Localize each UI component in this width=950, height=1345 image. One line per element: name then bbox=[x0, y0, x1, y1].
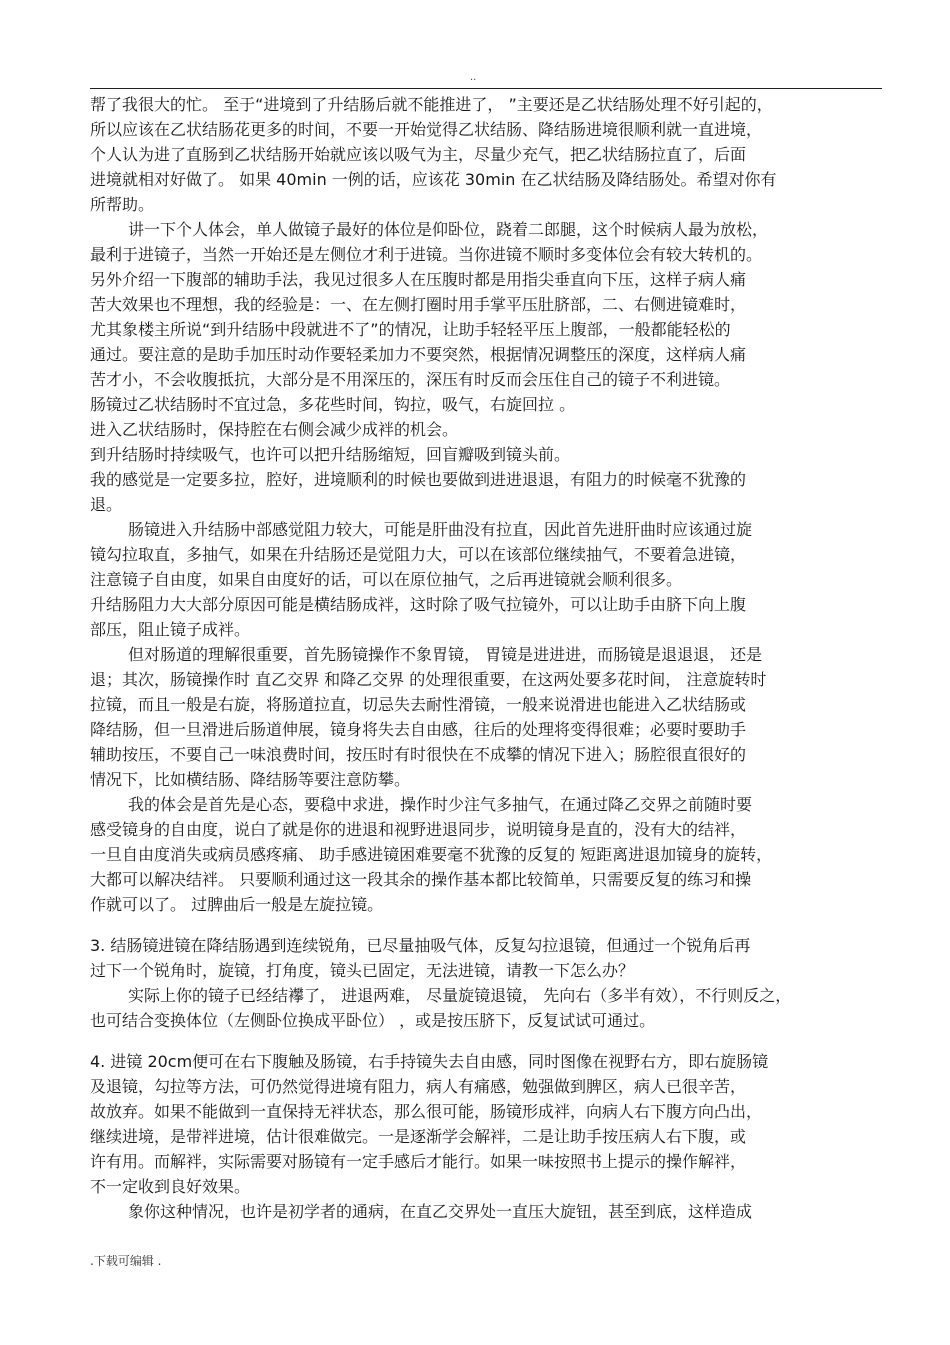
header-mark: .. bbox=[470, 72, 477, 83]
text-line: 我的感觉是一定要多拉，腔好，进境顺利的时候也要做到进进退退，有阻力的时候毫不犹豫的 bbox=[90, 470, 747, 489]
text-line: 所以应该在乙状结肠花更多的时间，不要一开始觉得乙状结肠、降结肠进境很顺利就一直进境， bbox=[90, 120, 763, 139]
text-line: 也可结合变换体位（左侧卧位换成平卧位） ，或是按压脐下，反复试试可通过。 bbox=[90, 1011, 656, 1030]
text-line: 升结肠阻力大大部分原因可能是横结肠成袢，这时除了吸气拉镜外，可以让助手由脐下向上腹 bbox=[90, 595, 747, 614]
text-line: 我的体会是首先是心态，要稳中求进，操作时少注气多抽气，在通过降乙交界之前随时要 bbox=[128, 795, 753, 814]
paragraph-gap bbox=[90, 917, 890, 933]
text-line: 个人认为进了直肠到乙状结肠开始就应该以吸气为主，尽量少充气，把乙状结肠拉直了，后面 bbox=[90, 145, 747, 164]
text-line: 实际上你的镜子已经结襻了， 进退两难， 尽量旋镜退镜， 先向右（多半有效），不行则反之， bbox=[128, 986, 792, 1005]
text-line: 情况下，比如横结肠、降结肠等要注意防攀。 bbox=[90, 770, 411, 789]
header-rule bbox=[90, 88, 882, 89]
text-line: 最利于进镜子，当然一开始还是左侧位才利于进镜。当你进镜不顺时多变体位会有较大转机的。 bbox=[90, 245, 763, 264]
text-line: 另外介绍一下腹部的辅助手法，我见过很多人在压腹时都是用指尖垂直向下压，这样子病人痛 bbox=[90, 270, 747, 289]
text-line: 肠镜过乙状结肠时不宜过急，多花些时间，钩拉，吸气，右旋回拉 。 bbox=[90, 395, 576, 414]
text-line: 许有用。而解袢，实际需要对肠镜有一定手感后才能行。如果一味按照书上提示的操作解袢， bbox=[90, 1152, 747, 1171]
text-line: 作就可以了。 过脾曲后一般是左旋拉镜。 bbox=[90, 895, 384, 914]
text-line: 降结肠，但一旦滑进后肠道伸展，镜身将失去自由感，往后的处理将变得很难；必要时要助手 bbox=[90, 720, 747, 739]
text-line: 继续进境，是带袢进境，估计很难做完。一是逐渐学会解袢，二是让助手按压病人右下腹，或 bbox=[90, 1127, 747, 1146]
text-line: 及退镜，勾拉等方法，可仍然觉得进境有阻力，病人有痛感，勉强做到脾区，病人已很辛苦， bbox=[90, 1077, 747, 1096]
text-line: 辅助按压，不要自己一味浪费时间，按压时有时很快在不成攀的情况下进入；肠腔很直很好的 bbox=[90, 745, 747, 764]
text-line: 注意镜子自由度，如果自由度好的话，可以在原位抽气，之后再进镜就会顺利很多。 bbox=[90, 570, 683, 589]
text-line: 所帮助。 bbox=[90, 195, 155, 214]
text-line: 镜勾拉取直，多抽气，如果在升结肠还是觉阻力大，可以在该部位继续抽气，不要着急进镜， bbox=[90, 545, 747, 564]
text-line: 但对肠道的理解很重要，首先肠镜操作不象胃镜， 胃镜是进进进，而肠镜是退退退， 还是 bbox=[128, 645, 763, 664]
text-line: 尤其象楼主所说“到升结肠中段就进不了”的情况，让助手轻轻平压上腹部，一般都能轻松的 bbox=[90, 320, 731, 339]
text-line: 感受镜身的自由度，说白了就是你的进退和视野进退同步，说明镜身是直的，没有大的结袢， bbox=[90, 820, 747, 839]
text-line: 故放弃。如果不能做到一直保持无袢状态，那么很可能，肠镜形成袢，向病人右下腹方向凸出， bbox=[90, 1102, 763, 1121]
text-line: 4. 进镜 20cm便可在右下腹触及肠镜，右手持镜失去自由感，同时图像在视野右方，即右旋肠镜 bbox=[90, 1052, 769, 1071]
text-line: 退。 bbox=[90, 495, 123, 514]
text-line: 苦才小，不会收腹抵抗，大部分是不用深压的，深压有时反而会压住自己的镜子不利进镜。 bbox=[90, 370, 731, 389]
text-line: 肠镜进入升结肠中部感觉阻力较大，可能是肝曲没有拉直，因此首先进肝曲时应该通过旋 bbox=[128, 520, 753, 539]
text-line: 通过。要注意的是助手加压时动作要轻柔加力不要突然，根据情况调整压的深度，这样病人痛 bbox=[90, 345, 747, 364]
text-line: 过下一个锐角时，旋镜，打角度，镜头已固定，无法进镜，请教一下怎么办？ bbox=[90, 961, 635, 980]
text-line: 大都可以解决结袢。 只要顺利通过这一段其余的操作基本都比较简单，只需要反复的练习和操 bbox=[90, 870, 752, 889]
text-line: 退；其次，肠镜操作时 直乙交界 和降乙交界 的处理很重要，在这两处要多花时间， 注意旋转时 bbox=[90, 670, 767, 689]
text-line: 象你这种情况，也许是初学者的通病，在直乙交界处一直压大旋钮，甚至到底，这样造成 bbox=[128, 1202, 753, 1221]
text-line: 3. 结肠镜进镜在降结肠遇到连续锐角，已尽量抽吸气体，反复勾拉退镜，但通过一个锐角后再 bbox=[90, 936, 751, 955]
footer-mark: .下载可编辑 . bbox=[90, 1254, 162, 1268]
text-line: 进境就相对好做了。 如果 40min 一例的话，应该花 30min 在乙状结肠及降结肠处。希望对你有 bbox=[90, 170, 777, 189]
document-body bbox=[90, 92, 890, 1224]
text-line: 帮了我很大的忙。 至于“进境到了升结肠后就不能推进了， ”主要还是乙状结肠处理不好引起的， bbox=[90, 95, 773, 114]
text-line: 不一定收到良好效果。 bbox=[90, 1177, 251, 1196]
text-line: 一旦自由度消失或病员感疼痛、 助手感进镜困难要毫不犹豫的反复的 短距离进退加镜身的旋转， bbox=[90, 845, 773, 864]
text-line: 到升结肠时持续吸气，也许可以把升结肠缩短，回盲瓣吸到镜头前。 bbox=[90, 445, 571, 464]
text-line: 讲一下个人体会，单人做镜子最好的体位是仰卧位，跷着二郎腿，这个时候病人最为放松， bbox=[128, 220, 769, 239]
text-line: 拉镜，而且一般是右旋，将肠道拉直，切忌失去耐性滑镜，一般来说滑进也能进入乙状结肠或 bbox=[90, 695, 747, 714]
text-line: 部压，阻止镜子成袢。 bbox=[90, 620, 251, 639]
paragraph-gap bbox=[90, 1033, 890, 1049]
text-line: 进入乙状结肠时，保持腔在右侧会减少成袢的机会。 bbox=[90, 420, 459, 439]
text-line: 苦大效果也不理想，我的经验是：一、在左侧打圈时用手掌平压肚脐部，二、右侧进镜难时， bbox=[90, 295, 747, 314]
